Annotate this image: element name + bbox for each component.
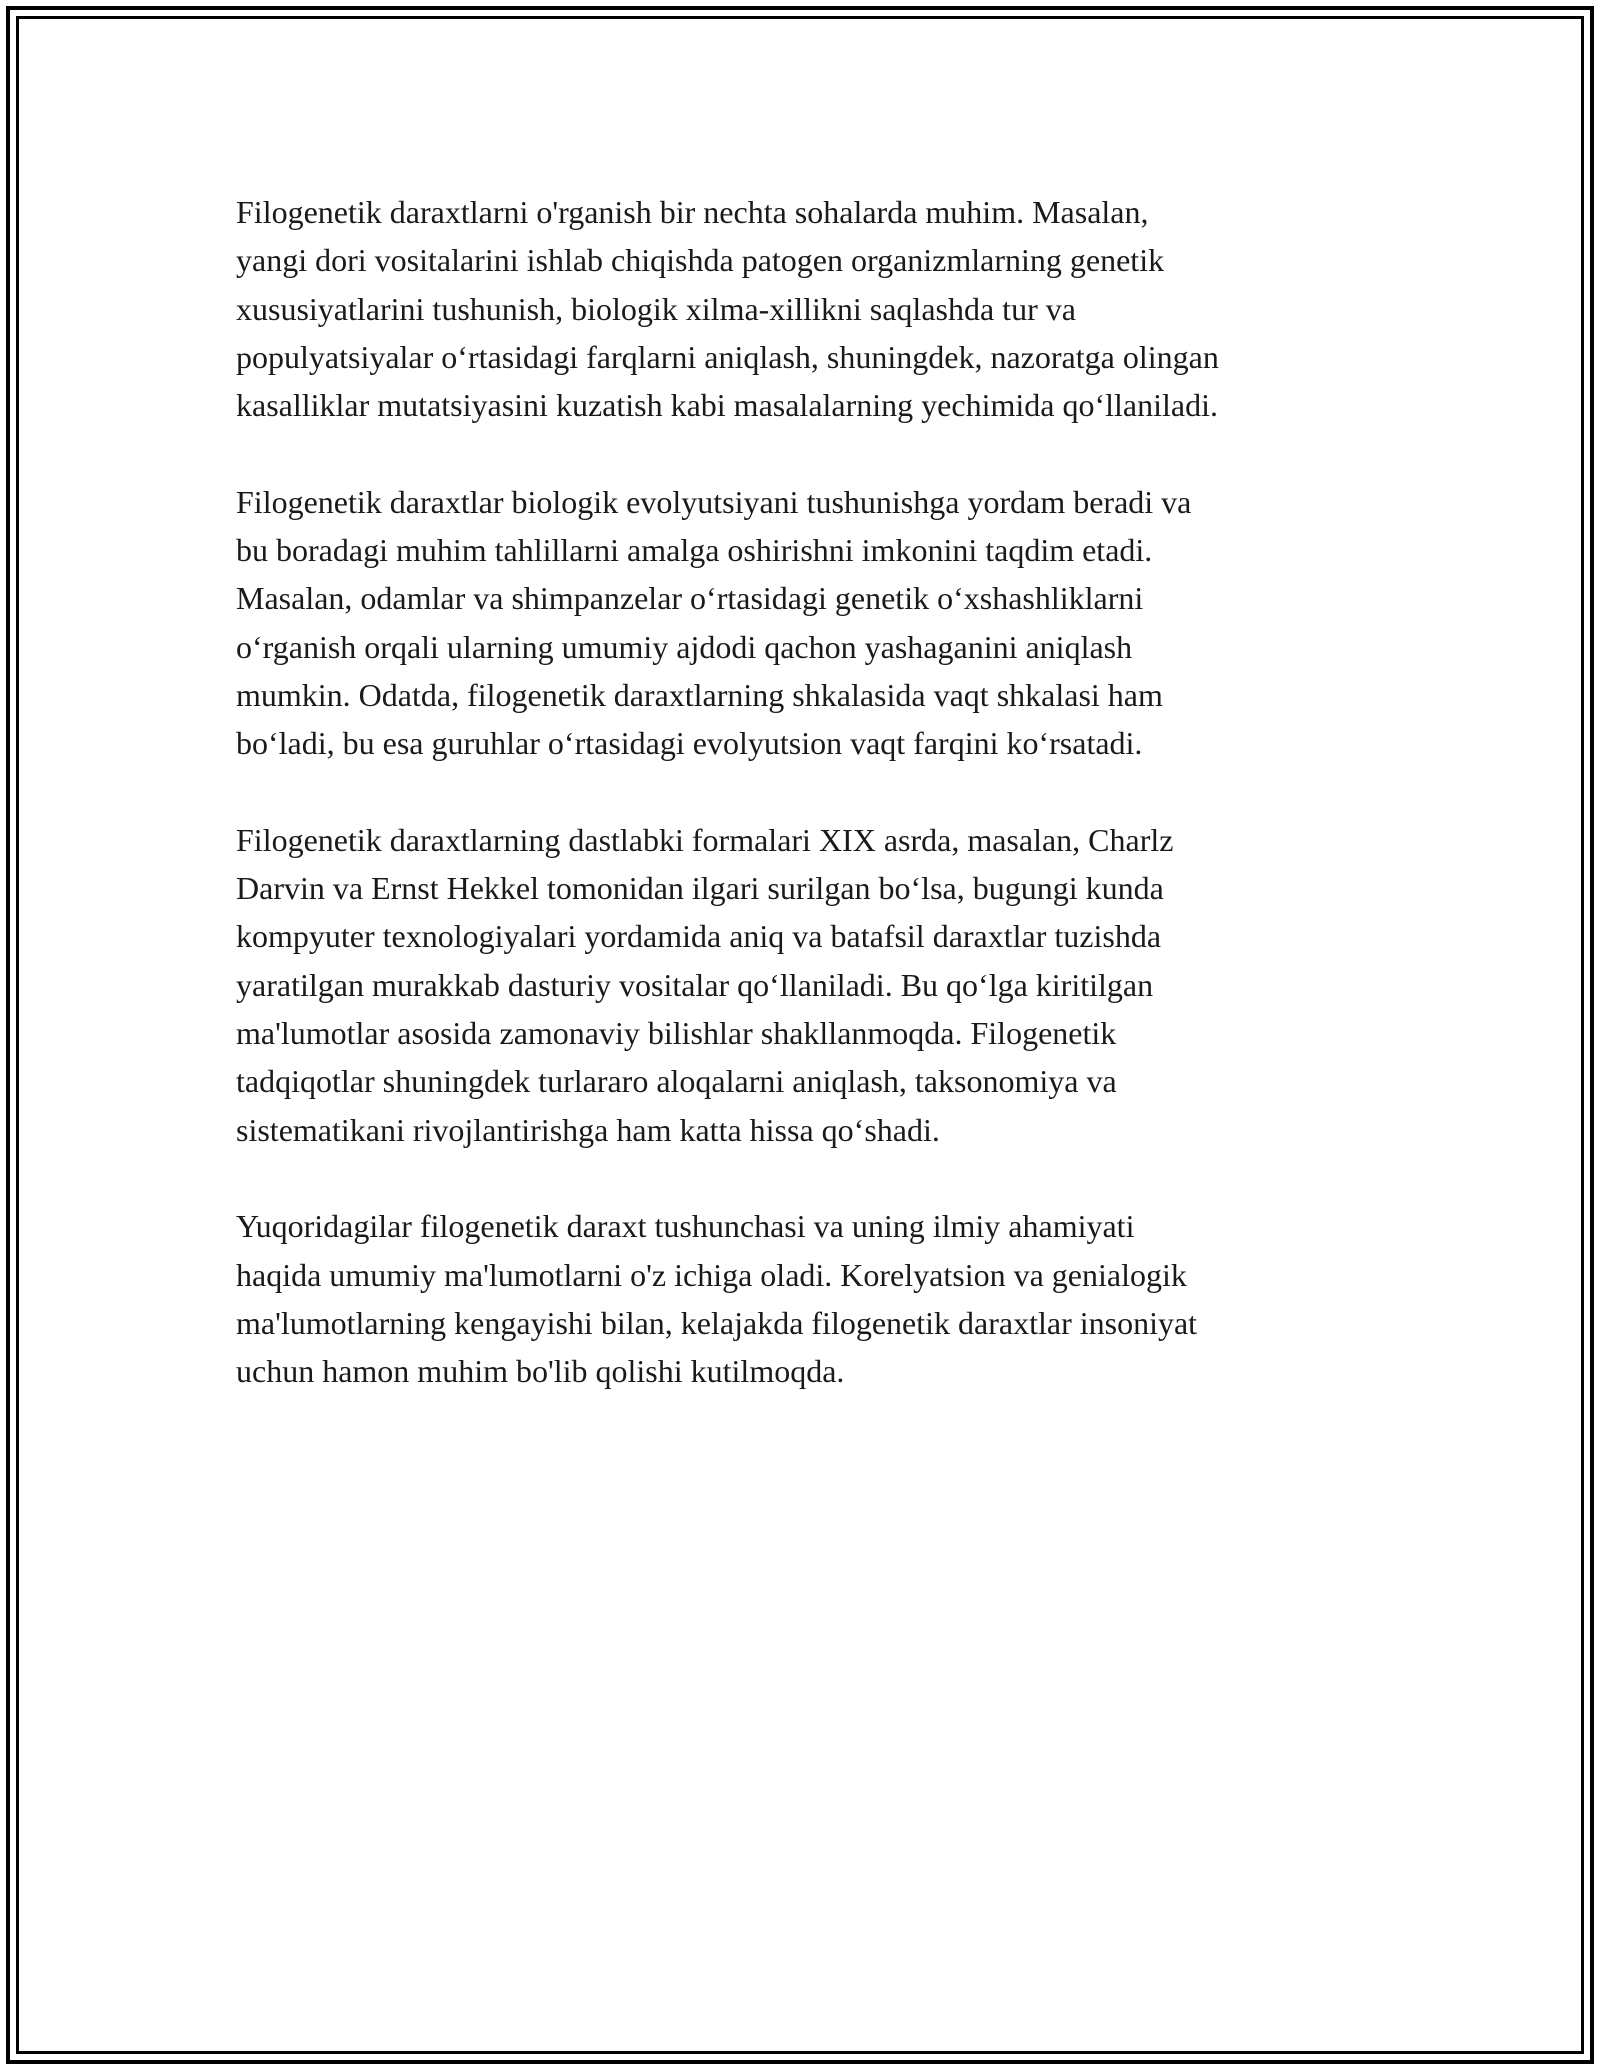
paragraph-2 — [236, 478, 1386, 768]
text-line: populyatsiyalar o‘rtasidagi farqlarni aniqlash, shuningdek, nazoratga olingan — [236, 338, 1219, 375]
text-line: bo‘ladi, bu esa guruhlar o‘rtasidagi evolyutsion vaqt farqini ko‘rsatadi. — [236, 725, 1143, 762]
text-line: haqida umumiy ma'lumotlarni o'z ichiga oladi. Korelyatsion va genialogik — [236, 1256, 1187, 1293]
text-line: ma'lumotlarning kengayishi bilan, kelajakda filogenetik daraxtlar insoniyat — [236, 1304, 1198, 1341]
text-line: xususiyatlarini tushunish, biologik xilma-xillikni saqlashda tur va — [236, 290, 1076, 327]
text-line: Darvin va Ernst Hekkel tomonidan ilgari surilgan bo‘lsa, bugungi kunda — [236, 870, 1164, 907]
text-line: sistematikani rivojlantirishga ham katta hissa qo‘shadi. — [236, 1111, 940, 1148]
text-line: kompyuter texnologiyalari yordamida aniq va batafsil daraxtlar tuzishda — [236, 918, 1162, 955]
text-line: Masalan, odamlar va shimpanzelar o‘rtasidagi genetik o‘xshashliklarni — [236, 580, 1144, 617]
text-line: yaratilgan murakkab dasturiy vositalar qo‘llaniladi. Bu qo‘lga kiritilgan — [236, 966, 1154, 1003]
text-line: uchun hamon muhim bo'lib qolishi kutilmoqda. — [236, 1353, 845, 1390]
text-line: Yuqoridagilar filogenetik daraxt tushunchasi va uning ilmiy ahamiyati — [236, 1208, 1135, 1245]
text-line: tadqiqotlar shuningdek turlararo aloqalarni aniqlash, taksonomiya va — [236, 1063, 1117, 1100]
document-body — [236, 188, 1386, 1444]
text-line: Filogenetik daraxtlar biologik evolyutsiyani tushunishga yordam beradi va — [236, 483, 1192, 520]
text-line: yangi dori vositalarini ishlab chiqishda patogen organizmlarning genetik — [236, 242, 1165, 279]
paragraph-3 — [236, 816, 1386, 1154]
text-line: kasalliklar mutatsiyasini kuzatish kabi masalalarning yechimida qo‘llaniladi. — [236, 387, 1218, 424]
text-line: bu boradagi muhim tahlillarni amalga oshirishni imkonini taqdim etadi. — [236, 532, 1153, 569]
text-line: o‘rganish orqali ularning umumiy ajdodi qachon yashaganini aniqlash — [236, 628, 1133, 665]
text-line: mumkin. Odatda, filogenetik daraxtlarning shkalasida vaqt shkalasi ham — [236, 676, 1163, 713]
paragraph-4 — [236, 1202, 1386, 1395]
paragraph-1 — [236, 188, 1386, 429]
text-line: ma'lumotlar asosida zamonaviy bilishlar shakllanmoqda. Filogenetik — [236, 1015, 1117, 1052]
text-line: Filogenetik daraxtlarni o'rganish bir nechta sohalarda muhim. Masalan, — [236, 194, 1149, 230]
text-line: Filogenetik daraxtlarning dastlabki formalari XIX asrda, masalan, Charlz — [236, 821, 1174, 858]
